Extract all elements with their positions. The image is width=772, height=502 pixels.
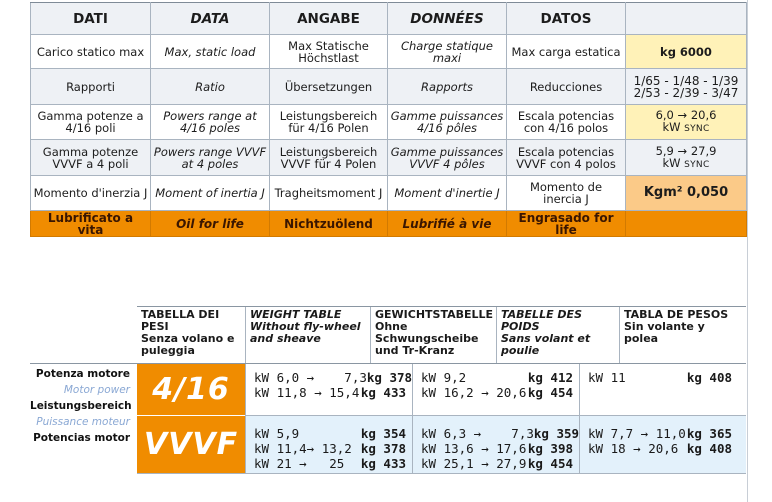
cell-de: Max Statische Höchstlast xyxy=(270,35,388,69)
weight-header-sub: Without fly-wheel and sheave xyxy=(250,320,361,345)
weight-line: kW 16,2 → 20,6 kg 454 xyxy=(421,385,573,400)
cell-en: Oil for life xyxy=(151,211,270,237)
cell-it: Gamma potenze VVVF a 4 poli xyxy=(31,140,151,176)
cell-en: Ratio xyxy=(151,69,270,105)
cell-fr: Charge statique maxi xyxy=(388,35,507,69)
weight-header-title: TABELLE DES POIDS xyxy=(501,308,582,333)
ratio-value: 1/65 - 1/48 - 1/39 2/53 - 2/39 - 3/47 xyxy=(626,69,747,105)
cell-it: Momento d'inerzia J xyxy=(31,176,151,211)
weight-table-bottom-rule xyxy=(137,473,746,474)
cell-de: Nichtzuölend xyxy=(270,211,388,237)
weight-line: kW 21 → 25 kg 433 xyxy=(254,456,406,471)
weight-header-title: WEIGHT TABLE xyxy=(250,308,342,321)
power-unit-suffix: SYNC xyxy=(684,159,710,170)
weight-cell xyxy=(412,364,579,415)
cell-es: Engrasado for life xyxy=(507,211,626,237)
cell-de: Tragheitsmoment J xyxy=(270,176,388,211)
cell-de: Leistungsbereich für 4/16 Polen xyxy=(270,105,388,140)
power-unit: kW xyxy=(662,120,681,134)
weight-header-de xyxy=(370,307,496,363)
spec-row-inertia xyxy=(31,176,747,211)
weight-header-sub: Sin volante y polea xyxy=(624,320,705,345)
spec-header-row xyxy=(31,3,747,35)
weight-header-sub: Ohne Schwungscheibe und Tr-Kranz xyxy=(375,320,479,357)
weight-header-title: GEWICHTSTABELLE xyxy=(375,308,494,321)
label-en: Motor power xyxy=(63,384,130,396)
weight-cell xyxy=(245,364,412,415)
weight-header-sub: Sans volant et poulie xyxy=(501,332,591,357)
weight-header-title: TABELLA DEI PESI xyxy=(141,308,220,333)
cell-es: Escala potencias con 4/16 polos xyxy=(507,105,626,140)
weight-line: kW 5,9 kg 354 xyxy=(254,426,406,441)
cell-es: Momento de inercia J xyxy=(507,176,626,211)
label-fr: Puissance moteur xyxy=(36,416,130,428)
weight-line: kW 11,8 → 15,4 kg 433 xyxy=(254,385,406,400)
power-vvvf-value xyxy=(626,140,747,176)
power-range: 6,0 → 20,6 xyxy=(655,108,717,122)
weight-line: kW 6,0 → 7,3 kg 378 xyxy=(254,370,413,385)
header-it: DATI xyxy=(31,3,151,35)
weight-header-en xyxy=(245,307,370,363)
static-load-value: kg 6000 xyxy=(626,35,747,69)
weight-header-it xyxy=(137,307,245,363)
cell-fr: Rapports xyxy=(388,69,507,105)
motor-type-badge-4-16: 4/16 xyxy=(137,364,245,415)
spec-table xyxy=(30,2,747,237)
weight-line: kW 6,3 → 7,3 kg 359 xyxy=(421,426,580,441)
weight-table-header xyxy=(137,306,746,364)
weight-header-fr xyxy=(496,307,619,363)
label-de: Leistungsbereich xyxy=(30,400,132,412)
weight-cell xyxy=(245,416,412,473)
weight-line: kW 7,7 → 11,0 kg 365 xyxy=(588,426,732,441)
cell-en: Max, static load xyxy=(151,35,270,69)
header-fr: DONNÉES xyxy=(388,3,507,35)
weight-line: kW 9,2 kg 412 xyxy=(421,370,573,385)
spec-row-static-load xyxy=(31,35,747,69)
label-es: Potencias motor xyxy=(33,432,130,444)
cell-fr: Gamme puissances VVVF 4 pôles xyxy=(388,140,507,176)
motor-type-badge-vvvf: VVVF xyxy=(137,416,245,473)
inertia-value: Kgm² 0,050 xyxy=(626,176,747,211)
cell-it: Lubrificato a vita xyxy=(31,211,151,237)
cell-es: Max carga estatica xyxy=(507,35,626,69)
label-it: Potenza motore xyxy=(35,368,130,380)
cell-en: Moment of inertia J xyxy=(151,176,270,211)
power-4-16-value xyxy=(626,105,747,140)
cell-fr: Moment d'inertie J xyxy=(388,176,507,211)
spec-row-power-4-16 xyxy=(31,105,747,140)
weight-header-sub: Senza volano e puleggia xyxy=(141,332,235,357)
cell-it: Carico statico max xyxy=(31,35,151,69)
cell-en: Powers range at 4/16 poles xyxy=(151,105,270,140)
spec-row-lubrication xyxy=(31,211,747,237)
page-right-rule xyxy=(747,0,748,502)
weight-header-title: TABLA DE PESOS xyxy=(624,308,729,321)
lubrication-value xyxy=(626,211,747,237)
cell-it: Rapporti xyxy=(31,69,151,105)
header-en: DATA xyxy=(151,3,270,35)
weight-header-es xyxy=(619,307,746,363)
motor-power-labels xyxy=(30,366,130,446)
header-value xyxy=(626,3,747,35)
header-es: DATOS xyxy=(507,3,626,35)
cell-en: Powers range VVVF at 4 poles xyxy=(151,140,270,176)
weight-cell xyxy=(579,364,746,415)
weight-line: kW 13,6 → 17,6 kg 398 xyxy=(421,441,573,456)
power-unit-suffix: SYNC xyxy=(684,124,710,134)
cell-fr: Gamme puissances 4/16 pôles xyxy=(388,105,507,140)
power-unit: kW xyxy=(662,155,681,170)
weight-line: kW 11 kg 408 xyxy=(588,370,732,385)
cell-de: Übersetzungen xyxy=(270,69,388,105)
cell-es: Reducciones xyxy=(507,69,626,105)
weight-cell xyxy=(412,416,579,473)
cell-fr: Lubrifié à vie xyxy=(388,211,507,237)
power-range: 5,9 → 27,9 xyxy=(655,143,717,158)
weight-cell xyxy=(579,416,746,473)
header-de: ANGABE xyxy=(270,3,388,35)
cell-de: Leistungsbereich VVVF für 4 Polen xyxy=(270,140,388,176)
weight-line: kW 11,4→ 13,2 kg 378 xyxy=(254,441,406,456)
cell-es: Escala potencias VVVF con 4 polos xyxy=(507,140,626,176)
weight-line: kW 18 → 20,6 kg 408 xyxy=(588,441,732,456)
spec-row-ratio xyxy=(31,69,747,105)
cell-it: Gamma potenze a 4/16 poli xyxy=(31,105,151,140)
weight-line: kW 25,1 → 27,9 kg 454 xyxy=(421,456,573,471)
spec-row-power-vvvf xyxy=(31,140,747,176)
